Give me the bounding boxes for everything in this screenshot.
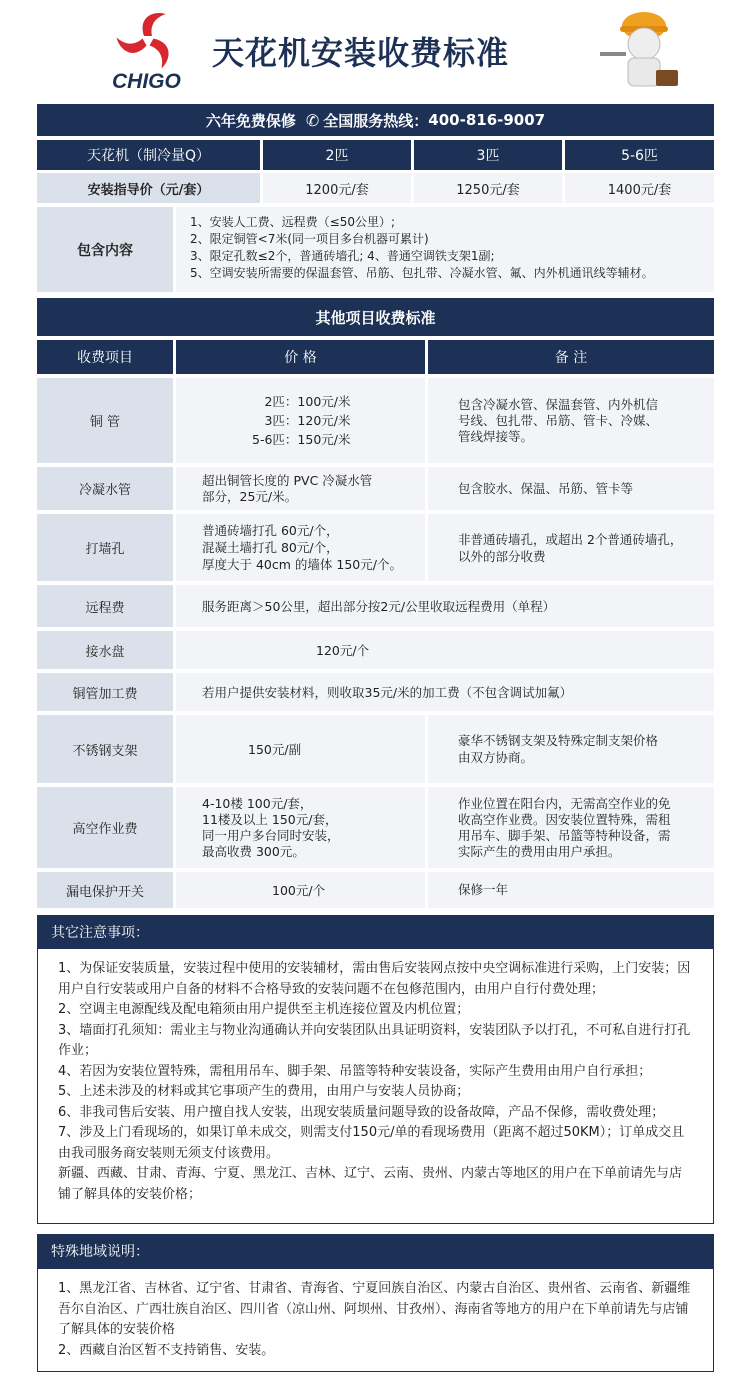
- note-line: 5、上述未涉及的材料或其它事项产生的费用，由用户与安装人员协商；: [58, 1084, 470, 1099]
- brand-name: CHIGO: [112, 70, 181, 93]
- price-line: 4-10楼 100元/套，: [202, 795, 313, 811]
- tray-price: 120元/个: [176, 631, 714, 669]
- model-2p: 2匹: [263, 140, 411, 170]
- col-header-price: 价 格: [176, 340, 425, 374]
- item-tray: 接水盘: [37, 631, 173, 669]
- remark-line: 号线、包扎带、吊筋、管卡、冷媒、: [458, 412, 659, 428]
- remark-line: 用吊车、脚手架、吊篮等特种设备，需: [458, 827, 671, 843]
- item-bracket: 不锈钢支架: [37, 715, 173, 783]
- price-line: 厚度大于 40cm 的墙体 150元/个。: [202, 557, 402, 572]
- bracket-remark: [428, 715, 714, 783]
- brand-logo: [108, 8, 188, 93]
- include-item: 5、空调安装所需要的保温套管、吊筋、包扎带、冷凝水管、氟、内外机通讯线等辅材。: [190, 266, 654, 280]
- copper-price-line: 5-6匹：150元/米: [252, 432, 351, 447]
- col-header-remark: 备 注: [428, 340, 714, 374]
- notes-list: [38, 949, 713, 1205]
- special-box: [37, 1268, 714, 1372]
- breaker-price: 100元/个: [176, 872, 425, 908]
- item-aerial: 高空作业费: [37, 787, 173, 868]
- model-3p: 3匹: [414, 140, 562, 170]
- service-bar: [37, 104, 714, 136]
- note-line: 新疆、西藏、甘肃、青海、宁夏、黑龙江、吉林、辽宁、云南、贵州、内蒙古等地区的用户在下单前请先与店铺了解具体的安装价格；: [58, 1166, 683, 1202]
- bracket-price: 150元/副: [176, 715, 425, 783]
- chigo-swirl-icon: [108, 8, 188, 70]
- note-line: 3、墙面打孔须知：需业主与物业沟通确认并向安装团队出具证明资料，安装团队予以打孔，不可私自进行打孔作业；: [58, 1022, 691, 1058]
- notes-box: [37, 948, 714, 1224]
- note-line: 1、为保证安装质量，安装过程中使用的安装辅材，需由售后安装网点按中央空调标准进行采购，上门安装；因用户自行安装或用户自备的材料不合格导致的安装问题不在包修范围内，由用户自行付费处理；: [58, 961, 691, 997]
- includes-list: [176, 207, 714, 292]
- condensate-remark: 包含胶水、保温、吊筋、管卡等: [428, 467, 714, 510]
- note-line: 7、涉及上门看现场的，如果订单未成交，则需支付150元/单的看现场费用（距离不超过50KM）；订单成交且由我司服务商安装则无须支付该费用。: [58, 1125, 685, 1161]
- remark-line: 非普通砖墙孔，或超出 2个普通砖墙孔，: [458, 531, 683, 547]
- price-2p: 1200元/套: [263, 173, 411, 203]
- price-line: 超出铜管长度的 PVC 冷凝水管: [202, 472, 373, 488]
- warranty-text: 六年免费保修: [205, 111, 296, 130]
- model-56p: 5-6匹: [565, 140, 714, 170]
- include-item: 2、限定铜管<7米(同一项目多台机器可累计): [190, 232, 429, 246]
- remark-line: 实际产生的费用由用户承担。: [458, 843, 621, 859]
- other-section-title: 其他项目收费标准: [37, 298, 714, 336]
- hotline-label: 全国服务热线：: [323, 111, 429, 130]
- special-line: 2、西藏自治区暂不支持销售、安装。: [58, 1342, 275, 1358]
- remark-line: 以外的部分收费: [458, 548, 546, 564]
- page-title: 天花机安装收费标准: [212, 34, 510, 72]
- worker-mascot-icon: [596, 2, 692, 96]
- remark-line: 包含冷凝水管、保温套管、内外机信: [458, 396, 659, 412]
- note-line: 2、空调主电源配线及配电箱须由用户提供至主机连接位置及内机位置；: [58, 1002, 470, 1017]
- include-item: 1、安装人工费、远程费（≤50公里）;: [190, 215, 396, 229]
- note-line: 4、若因为安装位置特殊，需租用吊车、脚手架、吊篮等特种安装设备，实际产生费用由用户自行承担；: [58, 1063, 652, 1079]
- remark-line: 管线焊接等。: [458, 428, 534, 444]
- note-line: 6、非我司售后安装、用户擅自找人安装，出现安装质量问题导致的设备故障，产品不保修，需收费处理；: [58, 1104, 665, 1120]
- condensate-price: [176, 467, 425, 510]
- item-processing: 铜管加工费: [37, 673, 173, 711]
- includes-label: 包含内容: [37, 207, 173, 292]
- drilling-price: [176, 514, 425, 581]
- remark-line: 豪华不锈钢支架及特殊定制支架价格: [458, 733, 659, 748]
- copper-prices: [176, 378, 425, 463]
- item-copper: 铜 管: [37, 378, 173, 463]
- model-label: 天花机（制冷量Q）: [37, 140, 260, 170]
- breaker-remark: 保修一年: [428, 872, 714, 908]
- col-header-item: 收费项目: [37, 340, 173, 374]
- item-remote: 远程费: [37, 585, 173, 627]
- price-line: 部分，25元/米。: [202, 488, 298, 504]
- item-breaker: 漏电保护开关: [37, 872, 173, 908]
- remark-line: 作业位置在阳台内，无需高空作业的免: [458, 795, 671, 811]
- special-line: 1、黑龙江省、吉林省、辽宁省、甘肃省、青海省、宁夏回族自治区、内蒙古自治区、贵州省、云南省、新疆维吾尔自治区、广西壮族自治区、四川省（凉山州、阿坝州、甘孜州）、海南省等地方的用户在下单前请先与店铺了解具体的安装价格: [58, 1281, 691, 1337]
- notes-title: 其它注意事项：: [37, 915, 714, 948]
- price-56p: 1400元/套: [565, 173, 714, 203]
- include-item: 3、限定孔数≤2个，普通砖墙孔; 4、普通空调铁支架1副;: [190, 249, 495, 263]
- price-label: 安装指导价（元/套）: [37, 173, 260, 203]
- copper-price-line: 3匹：120元/米: [264, 413, 351, 428]
- price-line: 普通砖墙打孔 60元/个，: [202, 523, 339, 538]
- drilling-remark: [428, 514, 714, 581]
- remark-line: 由双方协商。: [458, 750, 534, 765]
- phone-icon: ✆: [305, 110, 320, 130]
- hotline-number: 400-816-9007: [428, 111, 546, 129]
- aerial-price: [176, 787, 425, 868]
- copper-price-line: 2匹：100元/米: [264, 394, 351, 409]
- remote-desc: 服务距离＞50公里，超出部分按2元/公里收取远程费用（单程）: [176, 585, 714, 627]
- special-list: [38, 1269, 713, 1361]
- price-line: 混凝土墙打孔 80元/个，: [202, 540, 339, 555]
- copper-remark: [428, 378, 714, 463]
- item-drilling: 打墙孔: [37, 514, 173, 581]
- price-line: 最高收费 300元。: [202, 843, 305, 859]
- remark-line: 收高空作业费。因安装位置特殊，需租: [458, 811, 671, 827]
- price-line: 11楼及以上 150元/套，: [202, 811, 338, 827]
- item-condensate: 冷凝水管: [37, 467, 173, 510]
- special-title: 特殊地域说明：: [37, 1234, 714, 1268]
- price-3p: 1250元/套: [414, 173, 562, 203]
- processing-desc: 若用户提供安装材料，则收取35元/米的加工费（不包含调试加氟）: [176, 673, 714, 711]
- price-line: 同一用户多台同时安装，: [202, 827, 340, 843]
- aerial-remark: [428, 787, 714, 868]
